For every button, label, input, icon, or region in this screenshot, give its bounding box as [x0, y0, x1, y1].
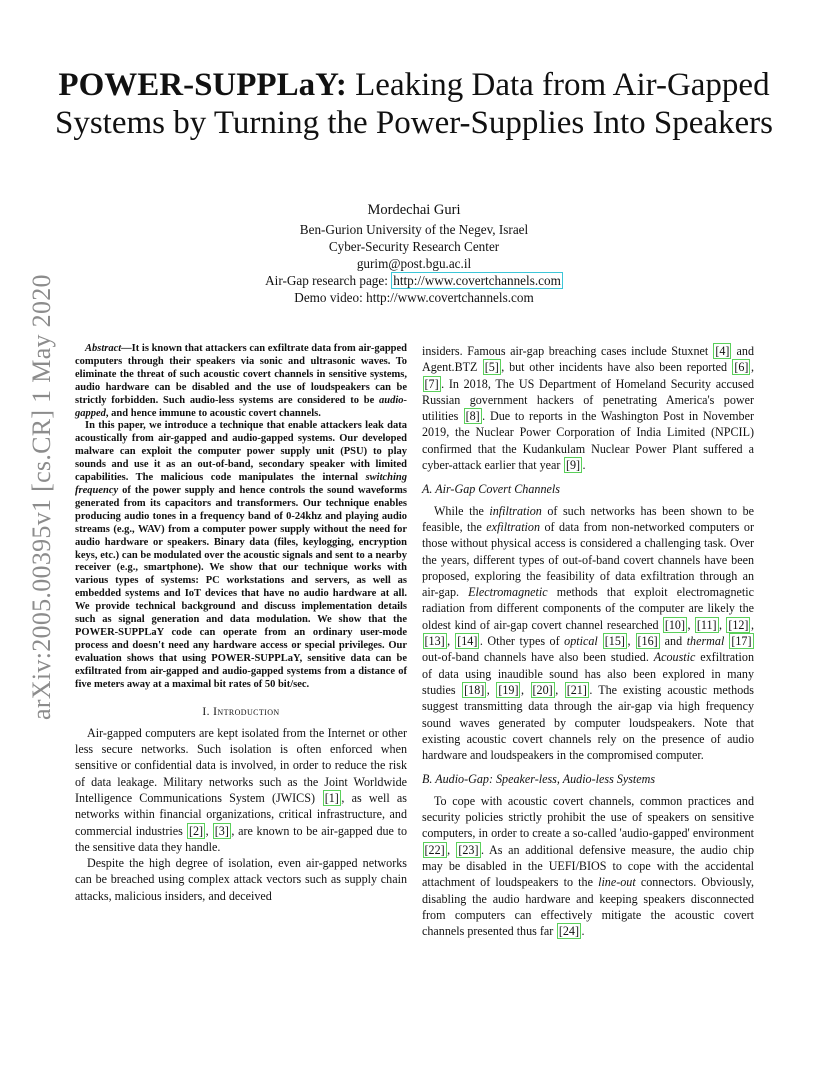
author-block [150, 202, 678, 306]
citation-link[interactable]: [8] [465, 409, 480, 424]
left-column [75, 343, 407, 904]
arxiv-identifier-stamp [14, 160, 64, 720]
citation-link[interactable]: [24] [558, 924, 579, 939]
citation-link[interactable]: [7] [424, 376, 439, 391]
author-name: Mordechai Guri [367, 202, 461, 218]
subsection-heading-air-gap-covert-channels: A. Air-Gap Covert Channels [422, 482, 560, 497]
citation-link[interactable]: [23] [458, 842, 479, 857]
subsection-heading-audio-gap: B. Audio-Gap: Speaker-less, Audio-less Systems [422, 772, 656, 787]
paper-title [40, 66, 788, 142]
citation-link[interactable]: [13] [424, 634, 445, 649]
citation-link[interactable]: [18] [464, 682, 485, 697]
author-email: gurim@post.bgu.ac.il [356, 256, 472, 271]
abstract-paragraph-1: Abstract—It is known that attackers can exfiltrate data from air-gapped computers through their speakers via sonic and ultrasonic waves. To eliminate the threat of such acoustic covert channels in sensitive systems, audio hardware can be disabled and the use of loudspeakers can be strictly forbidden. Such audio-less systems are considered to be audio-gapped, and hence immune to acoustic covert channels. [75, 343, 407, 419]
section-heading-introduction: I. Introduction [202, 706, 280, 719]
citation-link[interactable]: [15] [604, 634, 625, 649]
citation-link[interactable]: [16] [637, 634, 658, 649]
title-rest: Leaking Data from Air-Gapped Systems by Turning the Power-Supplies Into Speakers [54, 67, 773, 141]
demo-video-line: Demo video: http://www.covertchannels.com [294, 290, 534, 305]
title-bold: POWER-SUPPLaY: [58, 67, 347, 103]
citation-link[interactable]: [21] [566, 682, 587, 697]
citation-link[interactable]: [1] [324, 790, 339, 805]
affiliation-university: Ben-Gurion University of the Negev, Israel [299, 222, 529, 237]
audio-gap-paragraph: To cope with acoustic covert channels, common practices and security policies strictly prohibit the use of speakers on sensitive computers, in order to create a so-called 'audio-gapped' environment [22] , [23] . As an additional defensive measure, the audio chip may be disabled in the UEFI/BIOS to cope with the accidental attachment of loudspeakers to the line-out connectors. Obviously, disabling the audio hardware and keeping speakers disconnected from computers can effectively mitigate the acoustic covert channels presented thus far [24] . [422, 793, 754, 939]
citation-link[interactable]: [3] [214, 823, 229, 838]
citation-link[interactable]: [22] [424, 842, 445, 857]
citation-link[interactable]: [6] [734, 360, 749, 375]
air-gap-covert-channels-paragraph: While the infiltration of such networks has been shown to be feasible, the exfiltration of data from non-networked computers or those without physical access is considered a challenging task. Over the years, different types of out-of-band covert channels have been proposed, exploring the feasibility of data exfiltration through an air-gap. Electromagnetic methods that exploit electromagnetic radiation from different components of the computer are likely the oldest kind of air-gap covert channel researched [10] , [11] , [12] , [13] , [14] . Other types of optical [15] , [16] and thermal [17] out-of-band channels have also been studied. Acoustic exfiltration of data using inaudible sound has also been explored in many studies [18] , [19] , [20] , [21] . The existing acoustic methods suggest transmitting data through the air-gap via high frequency sound waves generated by computer loudspeakers. Note that existing acoustic covert channels rely on the presence of audio hardware and loudspeakers in the compromised computer. [422, 503, 754, 763]
intro-paragraph-1: Air-gapped computers are kept isolated from the Internet or other less secure networks. Such isolation is often enforced when sensitive or confidential data is involved, in order to reduce the risk of data leakage. Military networks such as the Joint Worldwide Intelligence Communications System (JWICS) [1] , as well as networks within financial organizations, critical infrastructure, and commercial industries [2] , [3] , are known to be air-gapped due to the sensitive data they handle. [75, 725, 407, 854]
citation-link[interactable]: [5] [484, 360, 499, 375]
citation-link[interactable]: [11] [696, 617, 717, 632]
citation-link[interactable]: [2] [188, 823, 204, 838]
research-page-link[interactable]: http://www.covertchannels.com [393, 273, 561, 288]
citation-link[interactable]: [9] [565, 458, 581, 473]
intro-paragraph-continued: insiders. Famous air-gap breaching cases include Stuxnet [4] and Agent.BTZ [5] , but other incidents have also been reported [6] , [7] . In 2018, The US Department of Homeland Security accused Russian government hackers of penetrating America's power utilities [8] . Due to reports in the Washington Post in November 2019, the Nuclear Power Corporation of India Limited (NPCIL) confirmed that the Kudankulam Nuclear Power Plant suffered a cyber-attack earlier that year [9] . [422, 344, 754, 473]
right-column [422, 343, 754, 939]
citation-link[interactable]: [17] [731, 634, 752, 649]
citation-link[interactable]: [14] [457, 634, 478, 649]
citation-link[interactable]: [20] [532, 682, 553, 697]
citation-link[interactable]: [4] [715, 344, 730, 358]
abstract-paragraph-2: In this paper, we introduce a technique that enable attackers leak data acoustically from air-gapped and audio-gapped systems. Our developed malware can exploit the computer power supply unit (PSU) to play sounds and use it as an out-of-band, secondary speaker with limited capabilities. The malicious code manipulates the internal switching frequency of the power supply and hence controls the sound waveforms generated from its capacitors and transformers. Our technique enables producing audio tones in a frequency band of 0-24khz and playing audio streams (e.g., WAV) from a computer power supply without the need for audio hardware or speakers. Binary data (files, keylogging, encryption keys, etc.) can be modulated over the acoustic signals and sent to a nearby receiver (e.g., smartphone). We show that our technique works with various types of systems: PC workstations and servers, as well as embedded systems and IoT devices that have no audio hardware at all. We provide technical background and discuss implementation details such as signal generation and data modulation. We show that the POWER-SUPPLaY code can operate from an ordinary user-mode process and doesn't need any hardware access or special privileges. Our evaluation shows that using POWER-SUPPLaY, sensitive data can be exfiltrated from air-gapped and audio-gapped systems from a distance of five meters away at a maximal bit rates of 50 bit/sec. [75, 420, 407, 690]
demo-video-url: http://www.covertchannels.com [366, 290, 534, 305]
arxiv-id-text: arXiv:2005.00395v1 [cs.CR] 1 May 2020 [27, 274, 56, 720]
citation-link[interactable]: [19] [498, 682, 519, 697]
intro-paragraph-2: Despite the high degree of isolation, even air-gapped networks can be breached using complex attack vectors such as supply chain attacks, malicious insiders, and deceived [75, 856, 407, 903]
citation-link[interactable]: [12] [728, 617, 749, 632]
citation-link[interactable]: [10] [664, 617, 686, 632]
affiliation-center: Cyber-Security Research Center [328, 239, 500, 254]
research-page-line: Air-Gap research page: http://www.covertchannels.com [265, 273, 561, 288]
abstract [75, 343, 407, 691]
